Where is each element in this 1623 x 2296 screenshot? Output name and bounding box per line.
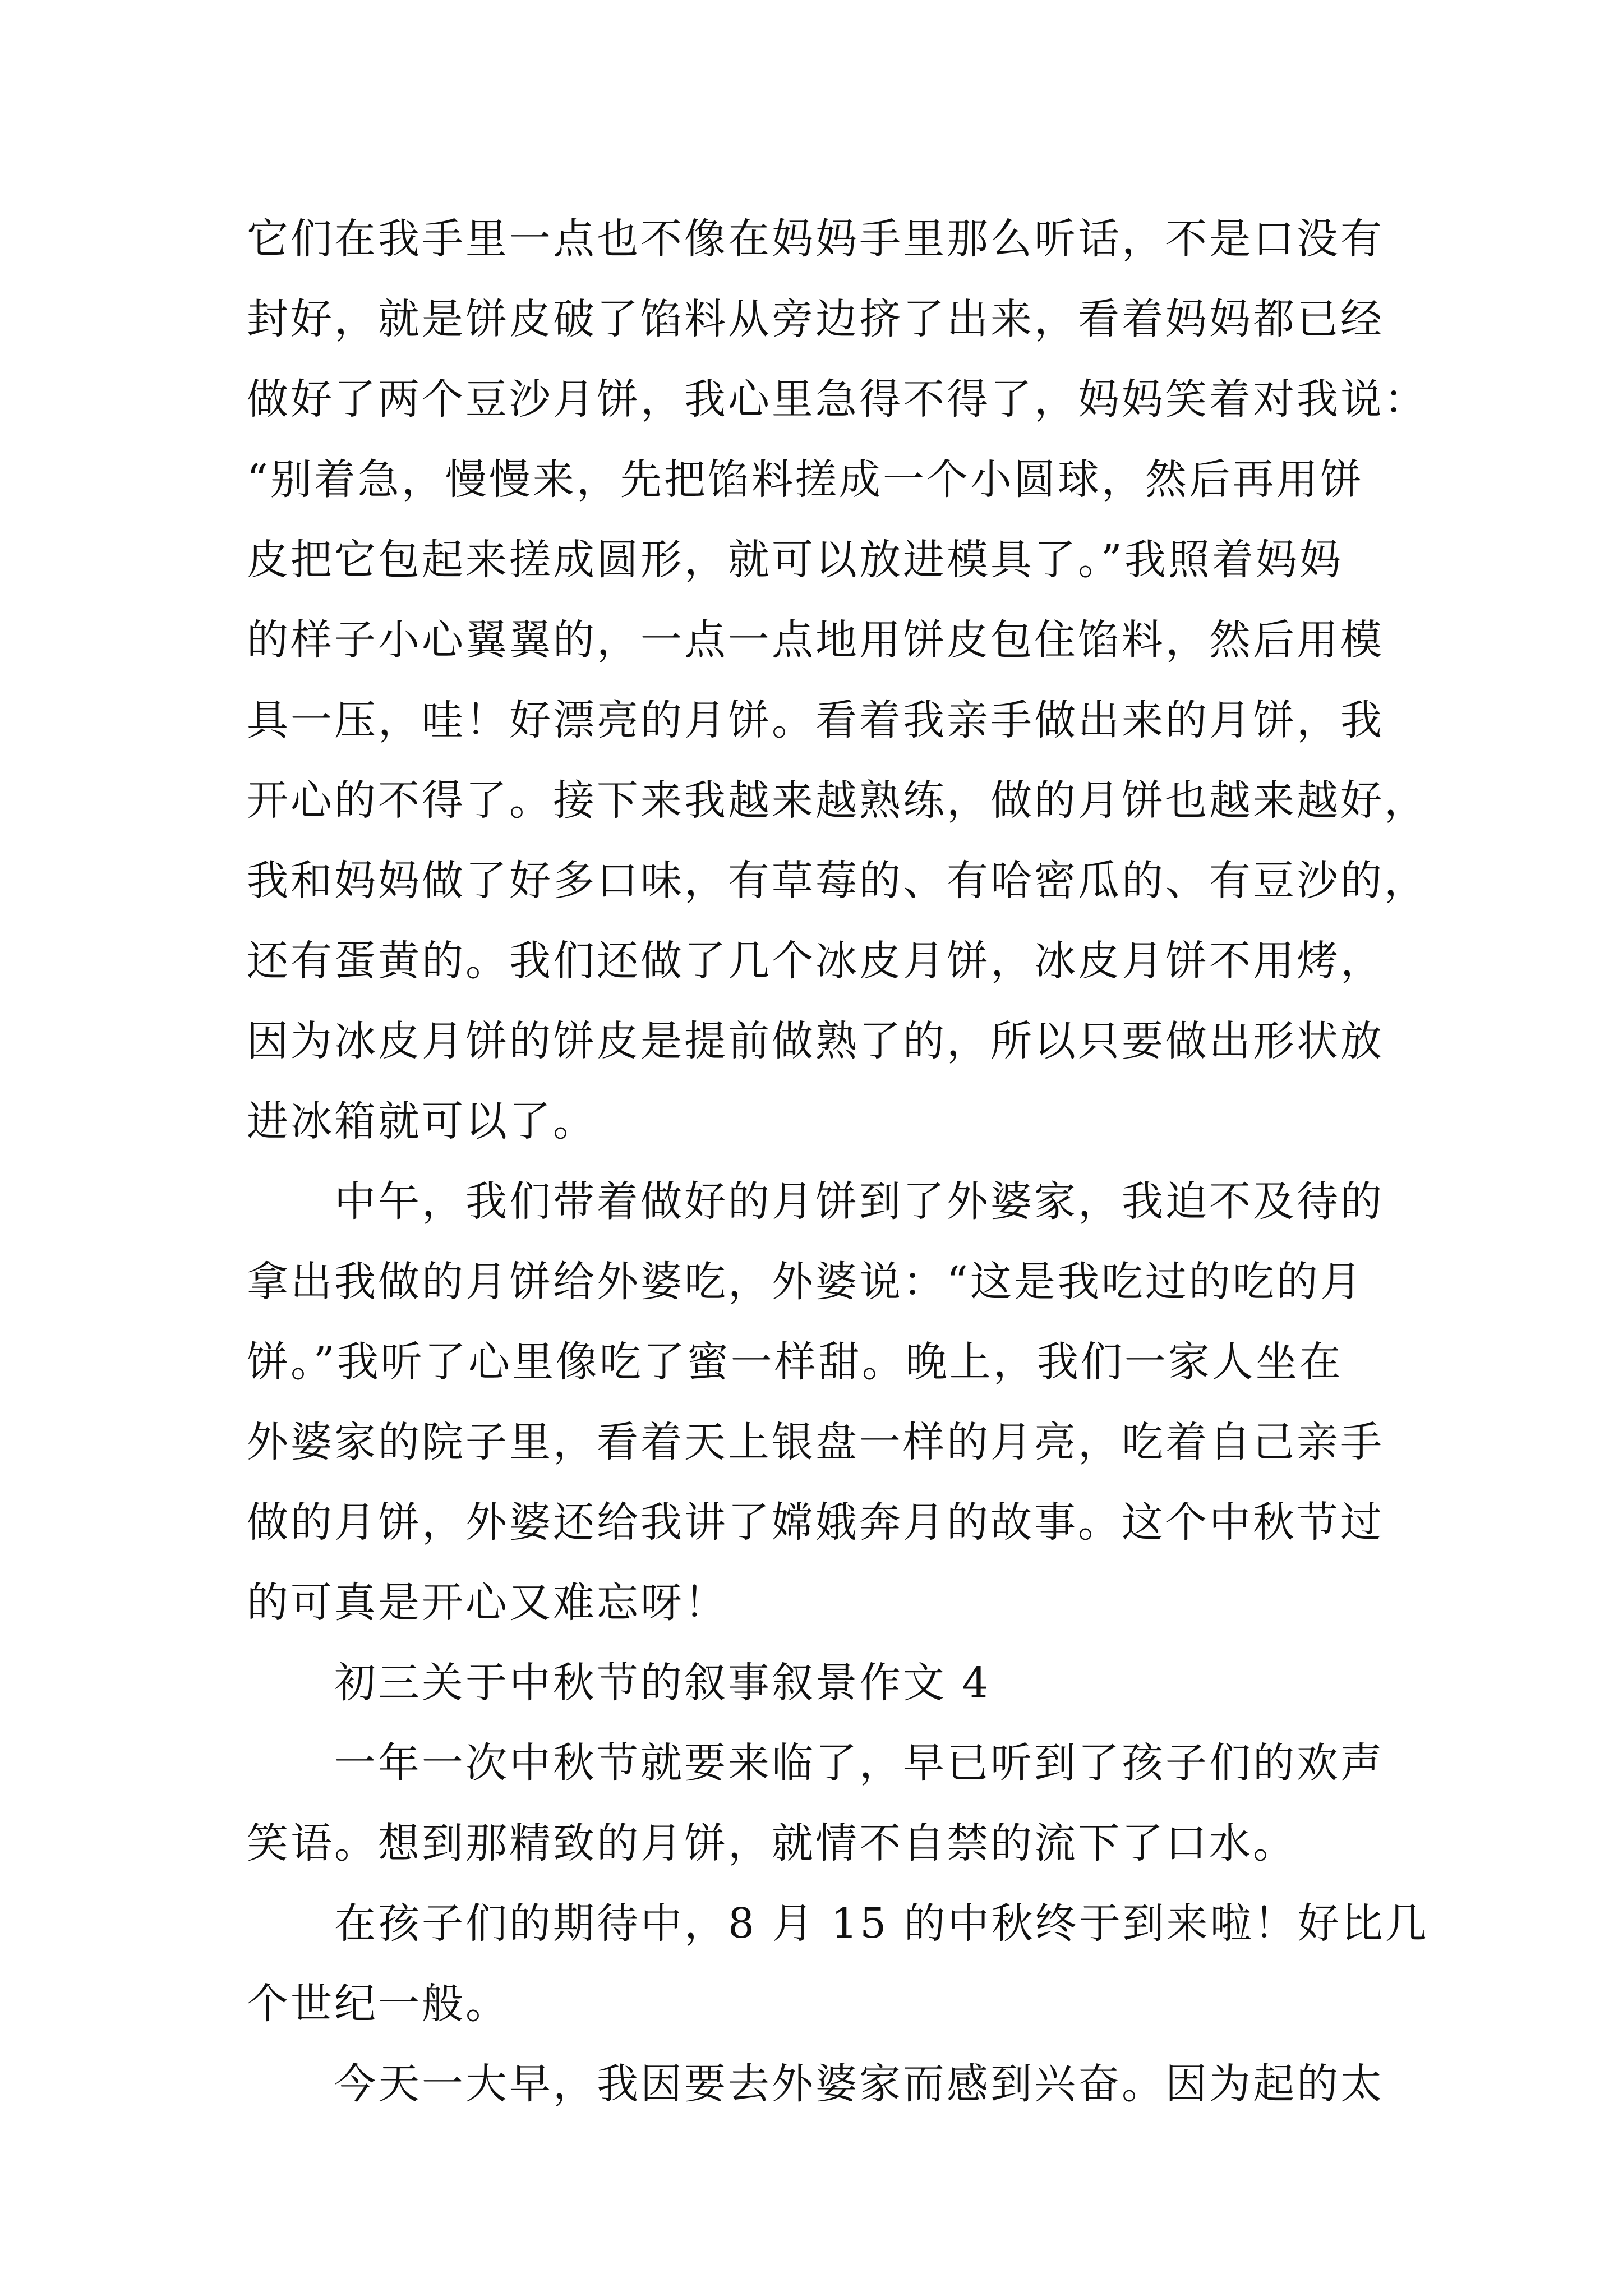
essay-body	[247, 199, 1429, 2124]
section-heading: 初三关于中秋节的叙事叙景作文 4	[334, 1659, 991, 1707]
text-line: 中午，我们带着做好的月饼到了外婆家，我迫不及待的	[334, 1177, 1384, 1226]
text-line: 个世纪一般。	[247, 1980, 509, 2028]
text-line: 在孩子们的期待中，8 月 15 的中秋终于到来啦！好比几	[334, 1899, 1429, 1948]
text-line: 一年一次中秋节就要来临了，早已听到了孩子们的欢声	[334, 1739, 1384, 1787]
text-line: 做的月饼，外婆还给我讲了嫦娥奔月的故事。这个中秋节过	[247, 1498, 1384, 1547]
text-line: 它们在我手里一点也不像在妈妈手里那么听话，不是口没有	[247, 215, 1384, 263]
text-line: 还有蛋黄的。我们还做了几个冰皮月饼，冰皮月饼不用烤，	[247, 937, 1384, 985]
text-line: 皮把它包起来搓成圆形，就可以放进模具了。”我照着妈妈	[247, 536, 1343, 584]
text-line: 具一压，哇！好漂亮的月饼。看着我亲手做出来的月饼，我	[247, 696, 1384, 744]
text-line: 因为冰皮月饼的饼皮是提前做熟了的，所以只要做出形状放	[247, 1017, 1384, 1065]
text-line: 饼。”我听了心里像吃了蜜一样甜。晚上，我们一家人坐在	[247, 1338, 1343, 1386]
text-line: 拿出我做的月饼给外婆吃，外婆说：“这是我吃过的吃的月	[247, 1258, 1364, 1306]
text-line: 做好了两个豆沙月饼，我心里急得不得了，妈妈笑着对我说：	[247, 375, 1428, 424]
text-line: “别着急，慢慢来，先把馅料搓成一个小圆球，然后再用饼	[247, 455, 1364, 504]
text-line: 笑语。想到那精致的月饼，就情不自禁的流下了口水。	[247, 1819, 1297, 1867]
text-line: 的可真是开心又难忘呀！	[247, 1579, 728, 1627]
text-line: 外婆家的院子里，看着天上银盘一样的月亮，吃着自己亲手	[247, 1418, 1384, 1466]
text-line: 的样子小心翼翼的，一点一点地用饼皮包住馅料，然后用模	[247, 616, 1384, 664]
text-line: 今天一大早，我因要去外婆家而感到兴奋。因为起的太	[334, 2060, 1384, 2108]
text-line: 进冰箱就可以了。	[247, 1097, 597, 1145]
text-line: 我和妈妈做了好多口味，有草莓的、有哈密瓜的、有豆沙的，	[247, 857, 1428, 905]
text-line: 开心的不得了。接下来我越来越熟练，做的月饼也越来越好，	[247, 776, 1428, 825]
text-line: 封好，就是饼皮破了馅料从旁边挤了出来，看着妈妈都已经	[247, 295, 1384, 343]
